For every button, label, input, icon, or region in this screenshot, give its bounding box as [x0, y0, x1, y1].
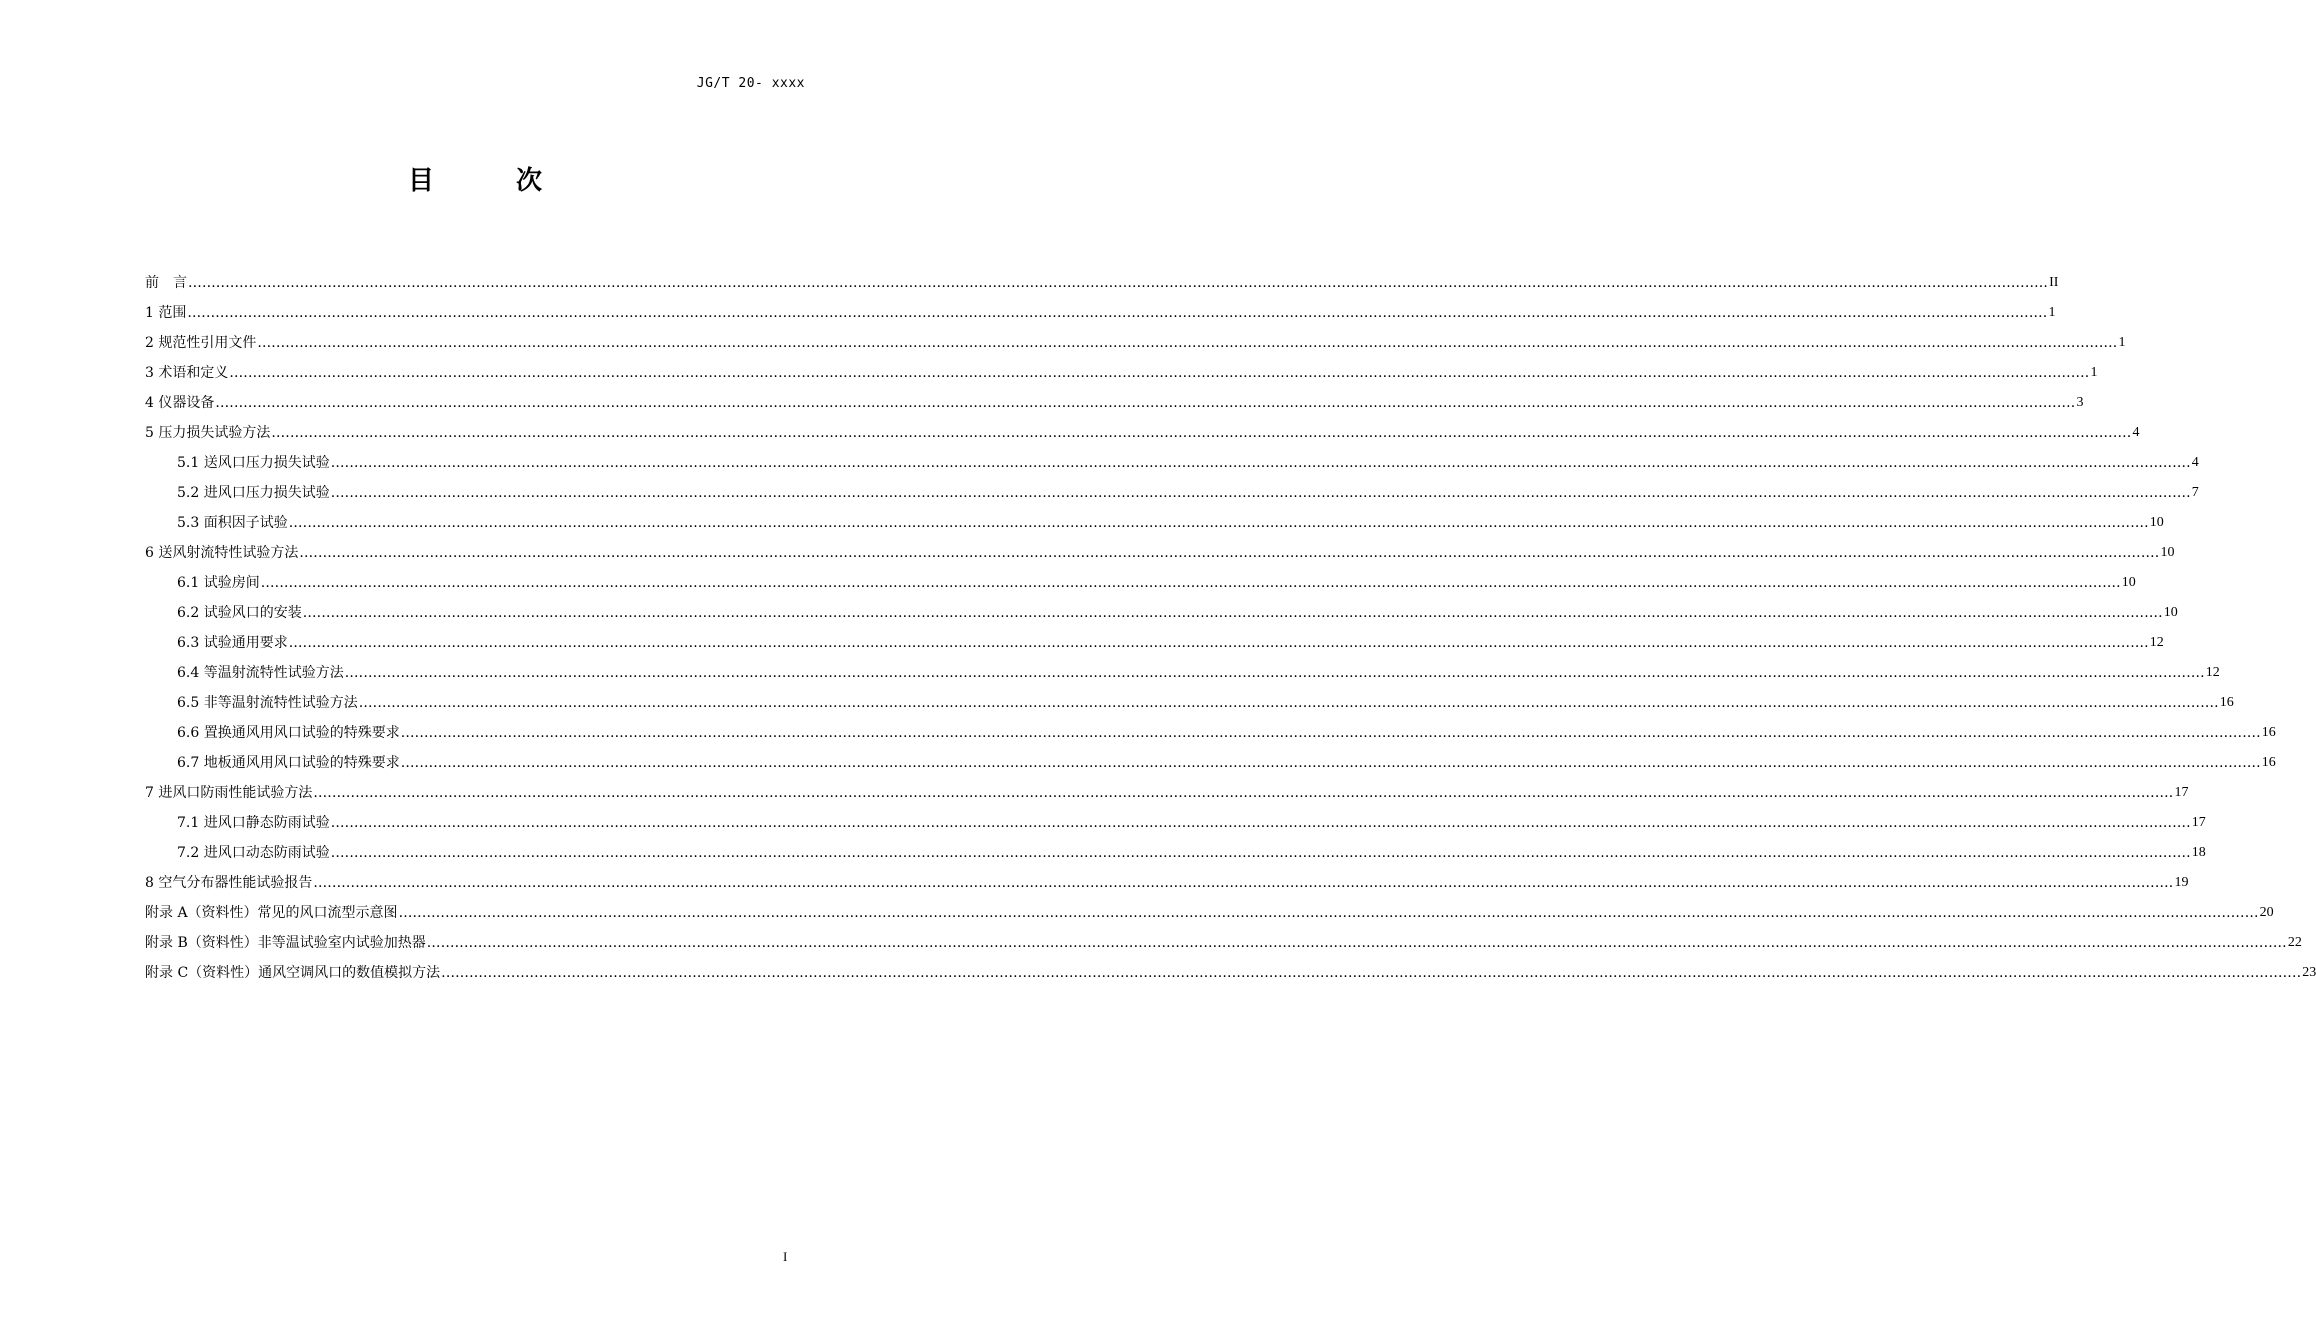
dot-leader: ................................................................................................................................................................................................................................................................................................................................................................................................................	[229, 365, 2090, 381]
dot-leader: ................................................................................................................................................................................................................................................................................................................................................................................................................	[188, 275, 2049, 291]
dot-leader: ................................................................................................................................................................................................................................................................................................................................................................................................................	[400, 755, 2261, 771]
toc-entry-page: 10	[2160, 545, 2175, 560]
toc-entry[interactable]	[145, 718, 2276, 748]
toc-entry[interactable]	[145, 598, 2178, 628]
toc-entry[interactable]	[145, 838, 2206, 868]
toc-entry-page: 10	[2121, 575, 2136, 590]
dot-leader: ................................................................................................................................................................................................................................................................................................................................................................................................................	[441, 965, 2302, 981]
dot-leader: ................................................................................................................................................................................................................................................................................................................................................................................................................	[299, 545, 2160, 561]
toc-entry-label: 附录 B（资料性）非等温试验室内试验加热器	[145, 935, 426, 951]
dot-leader: ................................................................................................................................................................................................................................................................................................................................................................................................................	[257, 335, 2118, 351]
toc-entry-page: 1	[2090, 365, 2098, 380]
toc-entry-label: 6.6 置换通风用风口试验的特殊要求	[177, 725, 400, 741]
toc-entry-page: II	[2049, 275, 2059, 290]
toc-title: 目 次	[407, 166, 570, 196]
dot-leader: ................................................................................................................................................................................................................................................................................................................................................................................................................	[400, 725, 2261, 741]
toc-entry[interactable]	[145, 628, 2164, 658]
toc-entry[interactable]	[145, 928, 2302, 958]
toc-entry[interactable]	[145, 778, 2189, 808]
dot-leader: ................................................................................................................................................................................................................................................................................................................................................................................................................	[330, 815, 2191, 831]
toc-entry-label: 2 规范性引用文件	[145, 335, 257, 351]
toc-entry[interactable]	[145, 478, 2199, 508]
dot-leader: ................................................................................................................................................................................................................................................................................................................................................................................................................	[313, 785, 2174, 801]
toc-entry-label: 5.1 送风口压力损失试验	[177, 455, 330, 471]
toc-entry-page: 4	[2191, 455, 2199, 470]
toc-entry-page: 7	[2191, 485, 2199, 500]
toc-entry[interactable]	[145, 298, 2056, 328]
toc-entry-page: 10	[2149, 515, 2164, 530]
toc-entry-page: 16	[2219, 695, 2234, 710]
toc-entry-label: 1 范围	[145, 305, 187, 321]
toc-entry-label: 6.5 非等温射流特性试验方法	[177, 695, 358, 711]
dot-leader: ................................................................................................................................................................................................................................................................................................................................................................................................................	[288, 635, 2149, 651]
toc-entry-page: 12	[2205, 665, 2220, 680]
toc-entry-page: 3	[2076, 395, 2084, 410]
toc-entry[interactable]	[145, 538, 2175, 568]
toc-entry-page: 4	[2132, 425, 2140, 440]
dot-leader: ................................................................................................................................................................................................................................................................................................................................................................................................................	[187, 305, 2048, 321]
toc-entry[interactable]	[145, 448, 2199, 478]
dot-leader: ................................................................................................................................................................................................................................................................................................................................................................................................................	[271, 425, 2132, 441]
toc-entry-page: 1	[2048, 305, 2056, 320]
toc-entry-label: 8 空气分布器性能试验报告	[145, 875, 313, 891]
toc-entry[interactable]	[145, 868, 2189, 898]
dot-leader: ................................................................................................................................................................................................................................................................................................................................................................................................................	[288, 515, 2149, 531]
dot-leader: ................................................................................................................................................................................................................................................................................................................................................................................................................	[215, 395, 2076, 411]
toc-entry-label: 前 言	[145, 275, 187, 291]
toc-entry-label: 6.3 试验通用要求	[177, 635, 288, 651]
toc-entry[interactable]	[145, 748, 2276, 778]
toc-entry-page: 17	[2191, 815, 2206, 830]
toc-entry[interactable]	[145, 568, 2136, 598]
toc-entry[interactable]	[145, 688, 2234, 718]
toc-entry-label: 附录 A（资料性）常见的风口流型示意图	[145, 905, 398, 921]
toc-entry[interactable]	[145, 808, 2206, 838]
toc-entry[interactable]	[145, 958, 2316, 988]
toc-entry-page: 18	[2191, 845, 2206, 860]
toc-entry-page: 1	[2118, 335, 2126, 350]
toc-entry-label: 5.3 面积因子试验	[177, 515, 288, 531]
toc-entry-page: 20	[2259, 905, 2274, 920]
dot-leader: ................................................................................................................................................................................................................................................................................................................................................................................................................	[302, 605, 2163, 621]
toc-entry-label: 附录 C（资料性）通风空调风口的数值模拟方法	[145, 965, 441, 981]
toc-entry-label: 5.2 进风口压力损失试验	[177, 485, 330, 501]
dot-leader: ................................................................................................................................................................................................................................................................................................................................................................................................................	[313, 875, 2174, 891]
toc-entry[interactable]	[145, 358, 2098, 388]
toc-entry-label: 7.2 进风口动态防雨试验	[177, 845, 330, 861]
toc-entry[interactable]	[145, 658, 2220, 688]
toc-entry-label: 6.1 试验房间	[177, 575, 260, 591]
dot-leader: ................................................................................................................................................................................................................................................................................................................................................................................................................	[426, 935, 2287, 951]
toc-entry[interactable]	[145, 268, 2059, 298]
dot-leader: ................................................................................................................................................................................................................................................................................................................................................................................................................	[344, 665, 2205, 681]
toc-entry[interactable]	[145, 328, 2126, 358]
toc-entry[interactable]	[145, 508, 2164, 538]
toc-entry-page: 10	[2163, 605, 2178, 620]
dot-leader: ................................................................................................................................................................................................................................................................................................................................................................................................................	[398, 905, 2259, 921]
toc-entry-page: 19	[2174, 875, 2189, 890]
dot-leader: ................................................................................................................................................................................................................................................................................................................................................................................................................	[330, 485, 2191, 501]
toc-entry[interactable]	[145, 418, 2140, 448]
toc-entry-label: 6.7 地板通风用风口试验的特殊要求	[177, 755, 400, 771]
toc-entry-page: 16	[2261, 725, 2276, 740]
dot-leader: ................................................................................................................................................................................................................................................................................................................................................................................................................	[330, 845, 2191, 861]
document-code: JG/T 20- xxxx	[696, 76, 805, 91]
dot-leader: ................................................................................................................................................................................................................................................................................................................................................................................................................	[358, 695, 2219, 711]
toc-entry-label: 4 仪器设备	[145, 395, 215, 411]
page-number: I	[783, 1249, 788, 1264]
dot-leader: ................................................................................................................................................................................................................................................................................................................................................................................................................	[260, 575, 2121, 591]
toc-entry-page: 23	[2302, 965, 2316, 980]
table-of-contents	[145, 268, 2316, 988]
toc-entry-page: 12	[2149, 635, 2164, 650]
toc-entry-label: 6.4 等温射流特性试验方法	[177, 665, 344, 681]
toc-entry[interactable]	[145, 898, 2274, 928]
toc-entry-label: 6 送风射流特性试验方法	[145, 545, 299, 561]
toc-entry-label: 5 压力损失试验方法	[145, 425, 271, 441]
toc-entry-page: 17	[2174, 785, 2189, 800]
toc-entry-label: 3 术语和定义	[145, 365, 229, 381]
toc-entry-label: 6.2 试验风口的安装	[177, 605, 302, 621]
toc-entry-page: 16	[2261, 755, 2276, 770]
dot-leader: ................................................................................................................................................................................................................................................................................................................................................................................................................	[330, 455, 2191, 471]
toc-entry-page: 22	[2287, 935, 2302, 950]
toc-entry-label: 7.1 进风口静态防雨试验	[177, 815, 330, 831]
toc-entry-label: 7 进风口防雨性能试验方法	[145, 785, 313, 801]
toc-entry[interactable]	[145, 388, 2084, 418]
